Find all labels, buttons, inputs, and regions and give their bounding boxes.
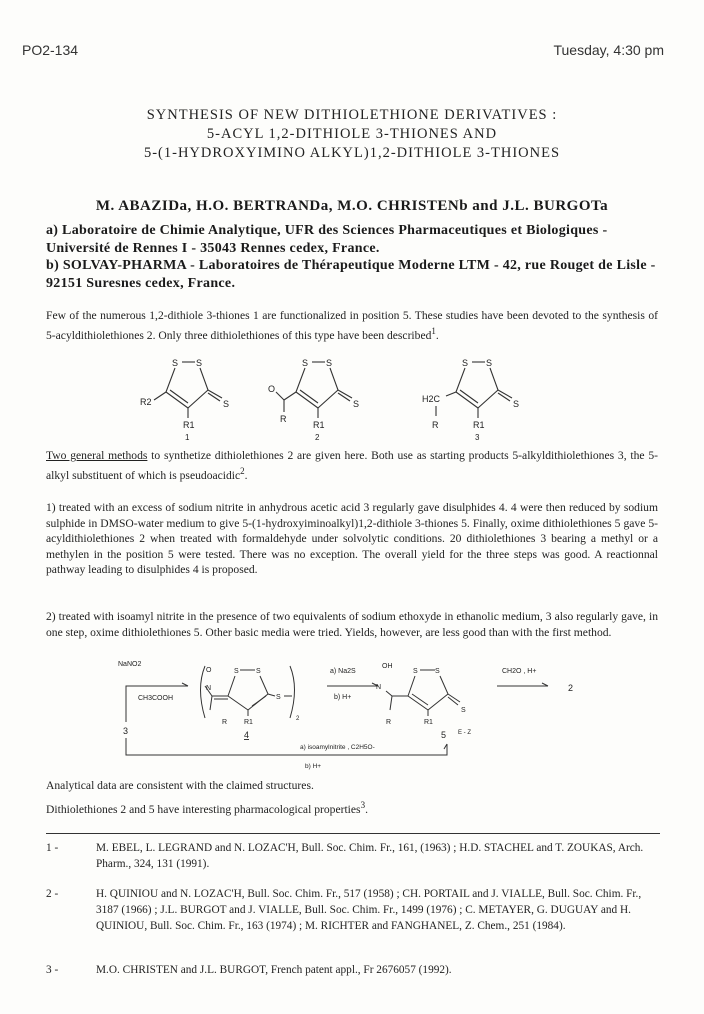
reagent-nano2: NaNO2 [118,661,142,668]
method-1-paragraph: 1) treated with an excess of sodium nitrite in anhydrous acetic acid 3 regularly gave disulphides 4. 4 were then reduced by sodium sulphide in DMSO-water medium to give 5-(1-hydroxyiminoalkyl)1,2-dithiole 3-thiones 5. Finally, oxime dithiolethiones 5 gave 5-acyldithiolethiones 2 when treated with formaldehyde under solvolytic conditions. 20 dithiolethiones 3 bearing a methyl or a methylen in the position 5 were tested. There was no exception. The overall yield for the three steps was good. A reactionnal pathway leading to disulphides 4 is proposed. [46,501,658,577]
title-line-3: 5-(1-HYDROXYIMINO ALKYL)1,2-DITHIOLE 3-THIONES [143,145,561,161]
reagent-isoamylnitrite: a) isoamylnitrite , C2H5O- [300,744,375,751]
s-label: S [413,668,418,675]
reference-3 [46,962,666,978]
r1-label: R1 [473,420,485,430]
title-line-1: SYNTHESIS OF NEW DITHIOLETHIONE DERIVATIVES : [146,107,558,123]
structure-1 [154,362,222,418]
s-label: S [196,358,203,368]
citation-1: 1 [431,326,436,337]
s-label: S [513,399,520,409]
reagent-acid-lower: b) H+ [305,763,322,770]
reagent-acid: b) H+ [334,694,352,701]
n-label: N [206,685,212,692]
r2-label: R2 [140,397,152,407]
reagent-acetic-acid: CH3COOH [138,695,174,702]
r1-label: R1 [313,420,325,430]
pharmacology-text: Dithiolethiones 2 and 5 have interesting pharmacological properties [46,803,361,816]
pharmacology-end: . [365,803,368,816]
poster-code: PO2-134 [22,42,79,58]
compound-3-label: 3 [475,433,480,442]
s-label: S [172,358,179,368]
methods-end: . [244,469,248,482]
h2c-label: H2C [422,394,441,404]
reference-text: M.O. CHRISTEN and J.L. BURGOT, French patent appl., Fr 2676057 (1992). [96,964,452,976]
authors: M. ABAZIDa, H.O. BERTRANDa, M.O. CHRISTENb and J.L. BURGOTa [95,198,609,214]
n-label: N [376,684,382,691]
citation-3: 3 [360,800,366,811]
compound-2-label: 2 [315,433,320,442]
structure-2 [276,362,352,418]
s-label: S [462,358,469,368]
s-label: S [326,358,333,368]
r1-label: R1 [244,719,253,726]
affiliation-b: b) SOLVAY-PHARMA - Laboratoires de Thérapeutique Moderne LTM - 42, rue Rouget de Lisle - 92151 Suresnes cedex, France. [46,258,656,291]
intro-text: Few of the numerous 1,2-dithiole 3-thiones 1 are functionalized in position 5. These studies have been devoted to the synthesis of 5-acyldithiolethiones 2. Only three dithiolethiones of this type have been described [46,309,658,342]
reagent-formaldehyde: CH2O , H+ [502,668,537,675]
compound-3-start: 3 [123,726,129,736]
o-label: O [268,384,276,394]
r-label: R [222,719,228,726]
reference-text: M. EBEL, L. LEGRAND and N. LOZAC'H, Bull. Soc. Chim. Fr., 161, (1963) ; H.D. STACHEL and T. ZOUKAS, Arch. Pharm., 324, 131 (1991). [96,842,644,870]
reaction-scheme [110,658,630,774]
reference-number: 2 - [46,888,59,900]
s-label: S [302,358,309,368]
s-label: S [276,694,281,701]
s-label: S [223,399,230,409]
reagent-na2s: a) Na2S [330,668,356,675]
s-label: S [486,358,493,368]
r1-label: R1 [424,719,433,726]
compound-1-label: 1 [185,433,190,442]
start-arrow-line [126,686,188,722]
reference-2 [46,886,666,934]
s-label: S [353,399,360,409]
analytical-note: Analytical data are consistent with the claimed structures. [46,779,314,792]
citation-2: 2 [240,466,245,477]
return-arrow-line [126,738,447,755]
dithiolethione-structures [140,350,560,444]
references-divider [46,833,660,834]
s-label: S [256,668,261,675]
oh-label: OH [382,663,393,670]
r-label: R [280,414,287,424]
product-2: 2 [568,683,574,693]
method-2-paragraph: 2) treated with isoamyl nitrite in the presence of two equivalents of sodium ethoxyde in ethanolic medium, 3 also regularly gave, in one step, oxime dithiolethiones 5. Other basic media were tried. Yields, however, are less good than with the first method. [46,610,658,639]
r1-label: R1 [183,420,195,430]
compound-4-label: 4 [244,730,250,740]
session-time: Tuesday, 4:30 pm [553,42,664,58]
r-label: R [386,719,392,726]
affiliations [46,222,666,292]
reference-number: 1 - [46,842,59,854]
s-label: S [435,668,440,675]
reference-number: 3 - [46,964,59,976]
intro-paragraph [46,306,658,346]
r-label: R [432,420,439,430]
reference-text: H. QUINIOU and N. LOZAC'H, Bull. Soc. Chim. Fr., 517 (1958) ; CH. PORTAIL and J. VIALLE, Bull. Soc. Chim. Fr., 3187 (1966) ; J.L. BURGOT and J. VIALLE, Bull. Soc. Chim. Fr., 1499 (1976) ; C. METAYER, G. DUGUAY and H. QUINIOU, Bull. Soc. Chim. Fr., 163 (1974) ; M. RICHTER and FANGHANEL, Z. Chem., 251 (1984). [96,888,642,932]
isomer-label: E - Z [458,730,471,736]
methods-heading: Two general methods [46,449,148,462]
methods-paragraph [46,446,658,486]
o-label: O [206,667,212,674]
intro-end: . [435,329,439,342]
affiliation-a: a) Laboratoire de Chimie Analytique, UFR des Sciences Pharmaceutiques et Biologiques - Université de Rennes I - 35043 Rennes cedex, France. [46,223,608,256]
paper-title [0,106,704,163]
pharmacology-note [46,800,658,816]
dimer-subscript: 2 [296,716,300,722]
s-label: S [461,707,466,714]
title-line-2: 5-ACYL 1,2-DITHIOLE 3-THIONES AND [206,126,498,142]
structure-3 [436,362,512,418]
reference-1 [46,840,666,872]
s-label: S [234,668,239,675]
compound-5-label: 5 [441,730,447,740]
methods-text: to synthetize dithiolethiones 2 are given here. Both use as starting products 5-alkyldithiolethiones 3, the 5-alkyl substituent of which is pseudoacidic [46,449,658,482]
